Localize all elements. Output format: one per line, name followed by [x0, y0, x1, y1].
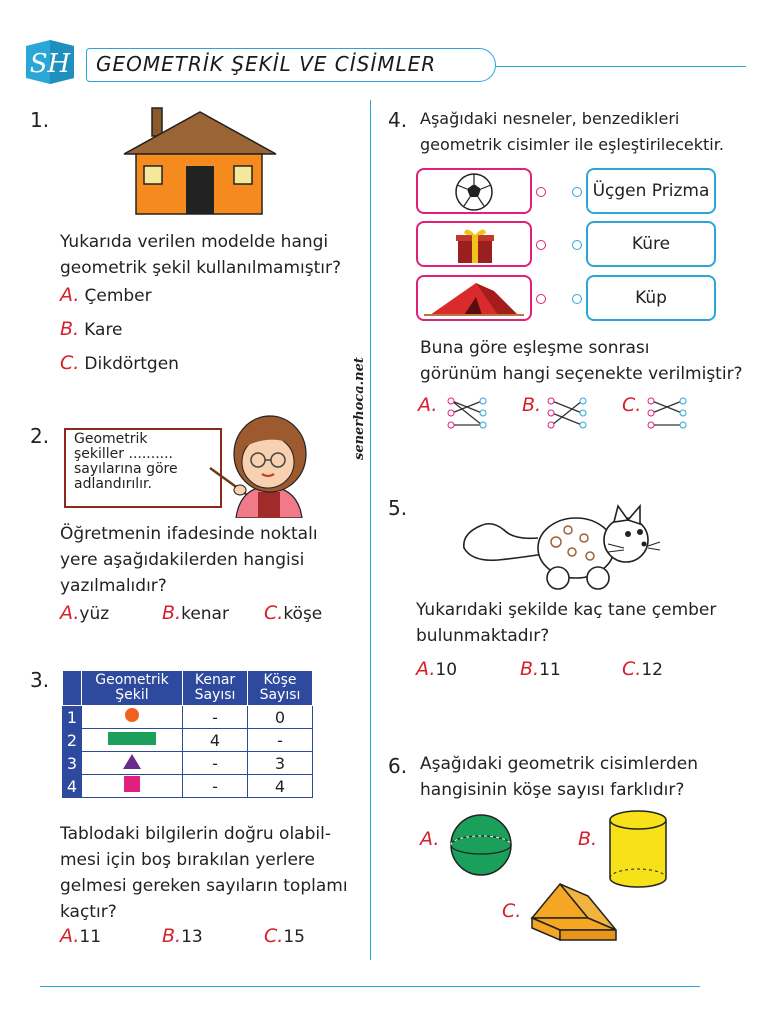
q3-text-3: gelmesi gereken sayıların toplamı: [60, 876, 348, 896]
q5-number: 5.: [388, 496, 408, 520]
q4-question-1: Buna göre eşleşme sonrası: [420, 338, 650, 358]
house-icon: [120, 104, 280, 216]
q1-option-c[interactable]: C. Dikdörtgen: [60, 352, 179, 374]
match-dot-left-2[interactable]: [536, 240, 546, 250]
table-row: 2 4 -: [63, 729, 313, 752]
q1-text-1: Yukarıda verilen modelde hangi: [60, 232, 329, 252]
table-header-edges: Kenar Sayısı: [183, 671, 248, 706]
table-row: 4 - 4: [63, 775, 313, 798]
q3-text-4: kaçtır?: [60, 902, 117, 922]
q2-option-b[interactable]: B.kenar: [162, 602, 229, 624]
speech-bubble: Geometrik şekiller .......... sayılarına göre adlandırılır.: [64, 428, 222, 508]
match-dot-left-1[interactable]: [536, 187, 546, 197]
match-right-cube[interactable]: Küp: [586, 275, 716, 321]
q6-option-c[interactable]: C.: [502, 900, 522, 922]
match-right-sphere[interactable]: Küre: [586, 221, 716, 267]
shape-table: [62, 670, 313, 798]
match-dot-right-3[interactable]: [572, 294, 582, 304]
q6-number: 6.: [388, 754, 408, 778]
q3-option-b[interactable]: B.13: [162, 925, 203, 947]
q5-option-c[interactable]: C.12: [622, 658, 663, 680]
triangular-prism-icon: [528, 878, 620, 944]
match-diagram-c: [646, 396, 688, 432]
circle-icon: [82, 706, 183, 729]
q2-text-3: yazılmalıdır?: [60, 576, 167, 596]
header-rule: [496, 66, 746, 67]
q5-text-1: Yukarıdaki şekilde kaç tane çember: [416, 600, 717, 620]
q5-option-b[interactable]: B.11: [520, 658, 561, 680]
square-icon: [82, 775, 183, 798]
watermark: senerhoca.net: [352, 357, 367, 460]
sh-logo: [22, 38, 78, 84]
q1-option-a[interactable]: A. Çember: [60, 284, 152, 306]
q4-text-1: Aşağıdaki nesneler, benzedikleri: [420, 109, 680, 128]
q2-text-1: Öğretmenin ifadesinde noktalı: [60, 524, 318, 544]
match-diagram-b: [546, 396, 588, 432]
q5-text-2: bulunmaktadır?: [416, 626, 550, 646]
q1-number: 1.: [30, 108, 50, 132]
triangle-icon: [82, 752, 183, 775]
q6-text-1: Aşağıdaki geometrik cisimlerden: [420, 754, 699, 774]
table-row: 3 - 3: [63, 752, 313, 775]
q4-option-b[interactable]: B.: [522, 394, 542, 416]
tent-icon: [418, 277, 530, 319]
q4-text-2: geometrik cisimler ile eşleştirilecektir.: [420, 135, 724, 154]
q1-text-2: geometrik şekil kullanılmamıştır?: [60, 258, 342, 278]
sphere-icon: [448, 812, 514, 878]
q6-option-a[interactable]: A.: [420, 828, 440, 850]
q6-text-2: hangisinin köşe sayısı farklıdır?: [420, 780, 685, 800]
match-dot-left-3[interactable]: [536, 294, 546, 304]
q3-text-2: mesi için boş bırakılan yerlere: [60, 850, 315, 870]
gift-box-icon: [418, 223, 530, 265]
rectangle-icon: [82, 729, 183, 752]
q4-option-a[interactable]: A.: [418, 394, 438, 416]
match-left-ball[interactable]: [416, 168, 532, 214]
q4-question-2: görünüm hangi seçenekte verilmiştir?: [420, 364, 743, 384]
q3-number: 3.: [30, 668, 50, 692]
q2-option-c[interactable]: C.köşe: [264, 602, 323, 624]
ball-icon: [418, 170, 530, 212]
q2-text-2: yere aşağıdakilerden hangisi: [60, 550, 305, 570]
q3-option-c[interactable]: C.15: [264, 925, 305, 947]
q1-option-b[interactable]: B. Kare: [60, 318, 123, 340]
q4-number: 4.: [388, 108, 408, 132]
teacher-icon: [206, 414, 322, 518]
q5-option-a[interactable]: A.10: [416, 658, 458, 680]
footer-rule: [40, 986, 700, 987]
q2-number: 2.: [30, 424, 50, 448]
q6-option-b[interactable]: B.: [578, 828, 598, 850]
logo-text: SH: [29, 49, 71, 79]
match-left-gift[interactable]: [416, 221, 532, 267]
match-dot-right-2[interactable]: [572, 240, 582, 250]
page-title: GEOMETRİK ŞEKİL VE CİSİMLER: [96, 52, 437, 76]
column-divider: [370, 100, 371, 960]
table-header-corners: Köşe Sayısı: [248, 671, 313, 706]
q3-text-1: Tablodaki bilgilerin doğru olabil-: [60, 824, 331, 844]
match-diagram-a: [446, 396, 488, 432]
match-right-prism[interactable]: Üçgen Prizma: [586, 168, 716, 214]
q2-option-a[interactable]: A.yüz: [60, 602, 110, 624]
q3-option-a[interactable]: A.11: [60, 925, 102, 947]
q4-option-c[interactable]: C.: [622, 394, 642, 416]
table-header-shape: Geometrik Şekil: [82, 671, 183, 706]
squirrel-figure-icon: [458, 498, 664, 594]
match-left-tent[interactable]: [416, 275, 532, 321]
table-row: 1 - 0: [63, 706, 313, 729]
match-dot-right-1[interactable]: [572, 187, 582, 197]
